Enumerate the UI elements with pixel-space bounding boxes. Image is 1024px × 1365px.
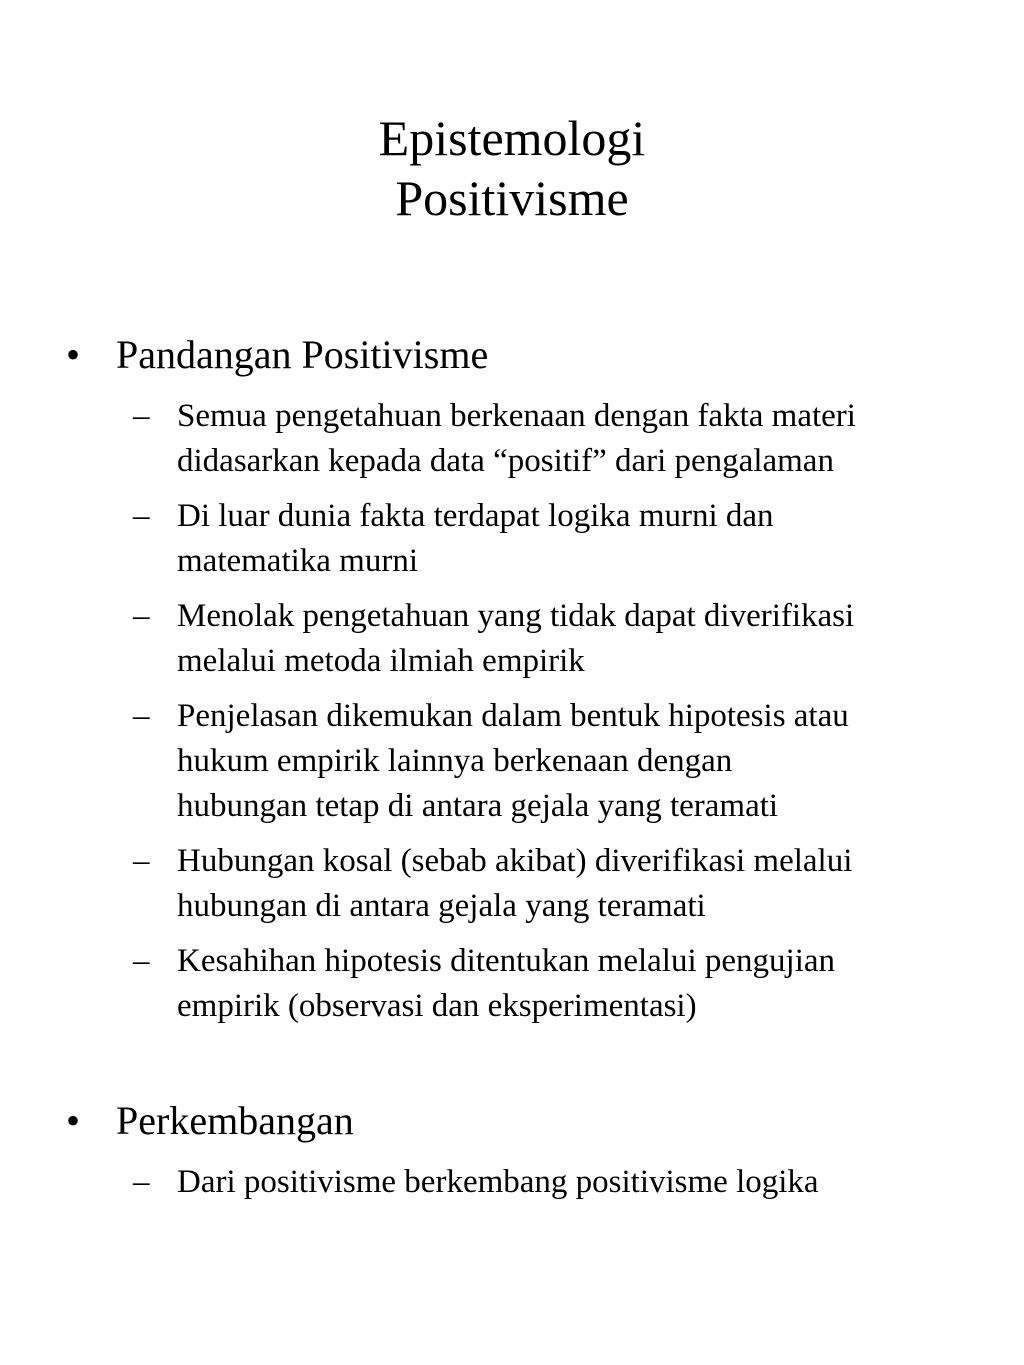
sub-bullet-line: Hubungan kosal (sebab akibat) diverifikasi melalui (177, 843, 853, 879)
sub-bullet-item (0, 1160, 1024, 1205)
sub-bullet-line: hubungan tetap di antara gejala yang teramati (177, 788, 779, 824)
sub-bullet-line: hukum empirik lainnya berkenaan dengan (177, 743, 733, 779)
sub-bullet-dash: – (133, 498, 150, 534)
sub-bullet-dash: – (133, 398, 150, 434)
sub-bullet-dash: – (133, 843, 150, 879)
bullet-heading (0, 327, 1024, 383)
sub-bullet-line: melalui metoda ilmiah empirik (177, 643, 585, 679)
bullet-heading-text: Perkembangan (116, 1098, 354, 1143)
bullet-dot: • (66, 1098, 81, 1143)
sub-bullet-line: Menolak pengetahuan yang tidak dapat diverifikasi (177, 598, 855, 634)
sub-bullet-text (177, 1160, 977, 1205)
sub-bullet-item (0, 939, 1024, 1029)
bullet-heading (0, 1093, 1024, 1149)
sub-bullet-dash: – (133, 943, 150, 979)
sub-bullet-dash: – (133, 598, 150, 634)
sub-bullet-line: Di luar dunia fakta terdapat logika murni dan (177, 498, 774, 534)
sub-bullet-line: empirik (observasi dan eksperimentasi) (177, 988, 697, 1024)
sub-bullet-text (177, 394, 977, 484)
sub-bullet-line: matematika murni (177, 543, 419, 579)
sub-bullet-line: hubungan di antara gejala yang teramati (177, 888, 706, 924)
sub-bullet-text (177, 939, 977, 1029)
sub-bullet-line: Penjelasan dikemukan dalam bentuk hipotesis atau (177, 698, 849, 734)
sub-bullet-dash: – (133, 698, 150, 734)
sub-bullet-dash: – (133, 1164, 150, 1200)
sub-bullet-text (177, 594, 977, 684)
sub-bullet-item (0, 394, 1024, 484)
bullet-dot: • (66, 332, 81, 377)
slide-title (0, 108, 1024, 228)
sub-bullet-text (177, 694, 977, 829)
sub-bullet-line: Kesahihan hipotesis ditentukan melalui pengujian (177, 943, 836, 979)
sub-bullet-list (0, 394, 1024, 1029)
sub-bullet-line: Dari positivisme berkembang positivisme logika (177, 1164, 819, 1200)
sub-bullet-text (177, 839, 977, 929)
sub-bullet-item (0, 594, 1024, 684)
section-pandangan-positivisme (0, 327, 1024, 1039)
sub-bullet-item (0, 839, 1024, 929)
bullet-heading-text: Pandangan Positivisme (116, 332, 489, 377)
slide-title-line-2: Positivisme (395, 170, 629, 226)
sub-bullet-item (0, 694, 1024, 829)
sub-bullet-item (0, 494, 1024, 584)
sub-bullet-line: didasarkan kepada data “positif” dari pengalaman (177, 443, 834, 479)
sub-bullet-line: Semua pengetahuan berkenaan dengan fakta materi (177, 398, 856, 434)
slide-title-line-1: Epistemologi (378, 110, 646, 166)
sub-bullet-text (177, 494, 977, 584)
section-perkembangan (0, 1093, 1024, 1215)
sub-bullet-list (0, 1160, 1024, 1205)
